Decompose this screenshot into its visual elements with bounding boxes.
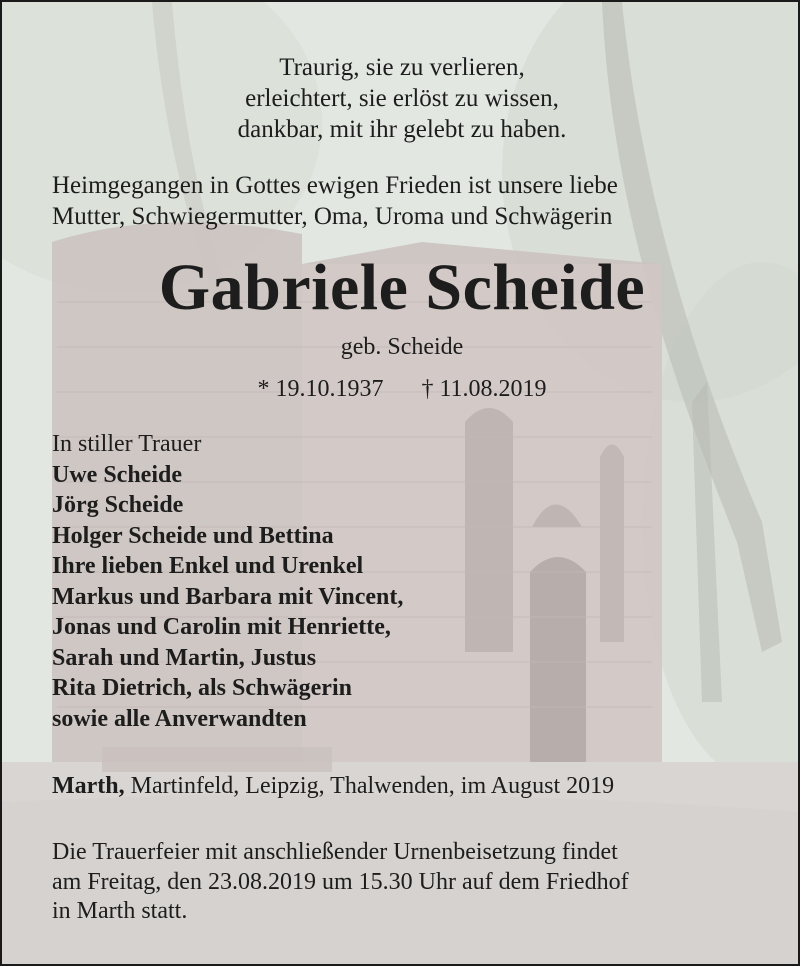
- mourner: Uwe Scheide: [52, 461, 182, 488]
- intro-line: Mutter, Schwiegermutter, Oma, Uroma und Schwägerin: [52, 203, 613, 230]
- intro-line: Heimgegangen in Gottes ewigen Frieden ist unsere liebe: [52, 172, 618, 199]
- birth-date: * 19.10.1937: [257, 376, 384, 402]
- obituary-text: [2, 2, 800, 966]
- service-line: am Freitag, den 23.08.2019 um 15.30 Uhr auf dem Friedhof: [52, 868, 629, 895]
- mourner: Holger Scheide und Bettina: [52, 522, 334, 549]
- death-date: † 11.08.2019: [421, 376, 547, 402]
- mourner: Sarah und Martin, Justus: [52, 644, 317, 671]
- funeral-service-info: [52, 838, 772, 927]
- poem-line: erleichtert, sie erlöst zu wissen,: [245, 85, 559, 112]
- poem-line: dankbar, mit ihr gelebt zu haben.: [237, 116, 567, 143]
- mourner: Jonas und Carolin mit Henriette,: [52, 614, 391, 640]
- intro-text: [52, 170, 772, 232]
- life-dates: [2, 374, 800, 404]
- deceased-name: Gabriele Scheide: [158, 251, 646, 324]
- mourner: sowie alle Anverwandten: [52, 705, 307, 732]
- mourner: Ihre lieben Enkel und Urenkel: [52, 553, 364, 579]
- poem: [2, 52, 800, 145]
- mourners-list: [52, 429, 572, 734]
- mourner: Rita Dietrich, als Schwägerin: [52, 675, 352, 701]
- mourner: Jörg Scheide: [52, 492, 184, 518]
- maiden-name: geb. Scheide: [340, 334, 464, 360]
- poem-line: Traurig, sie zu verlieren,: [279, 54, 525, 81]
- place-rest: Martinfeld, Leipzig, Thalwenden, im August 2019: [124, 773, 615, 799]
- place-town: Marth,: [52, 773, 125, 799]
- service-line: Die Trauerfeier mit anschließender Urnenbeisetzung findet: [52, 839, 618, 865]
- service-line: in Marth statt.: [52, 898, 188, 924]
- mourners-lead: In stiller Trauer: [52, 431, 202, 457]
- place-and-date: [52, 771, 772, 801]
- mourner: Markus und Barbara mit Vincent,: [52, 583, 404, 610]
